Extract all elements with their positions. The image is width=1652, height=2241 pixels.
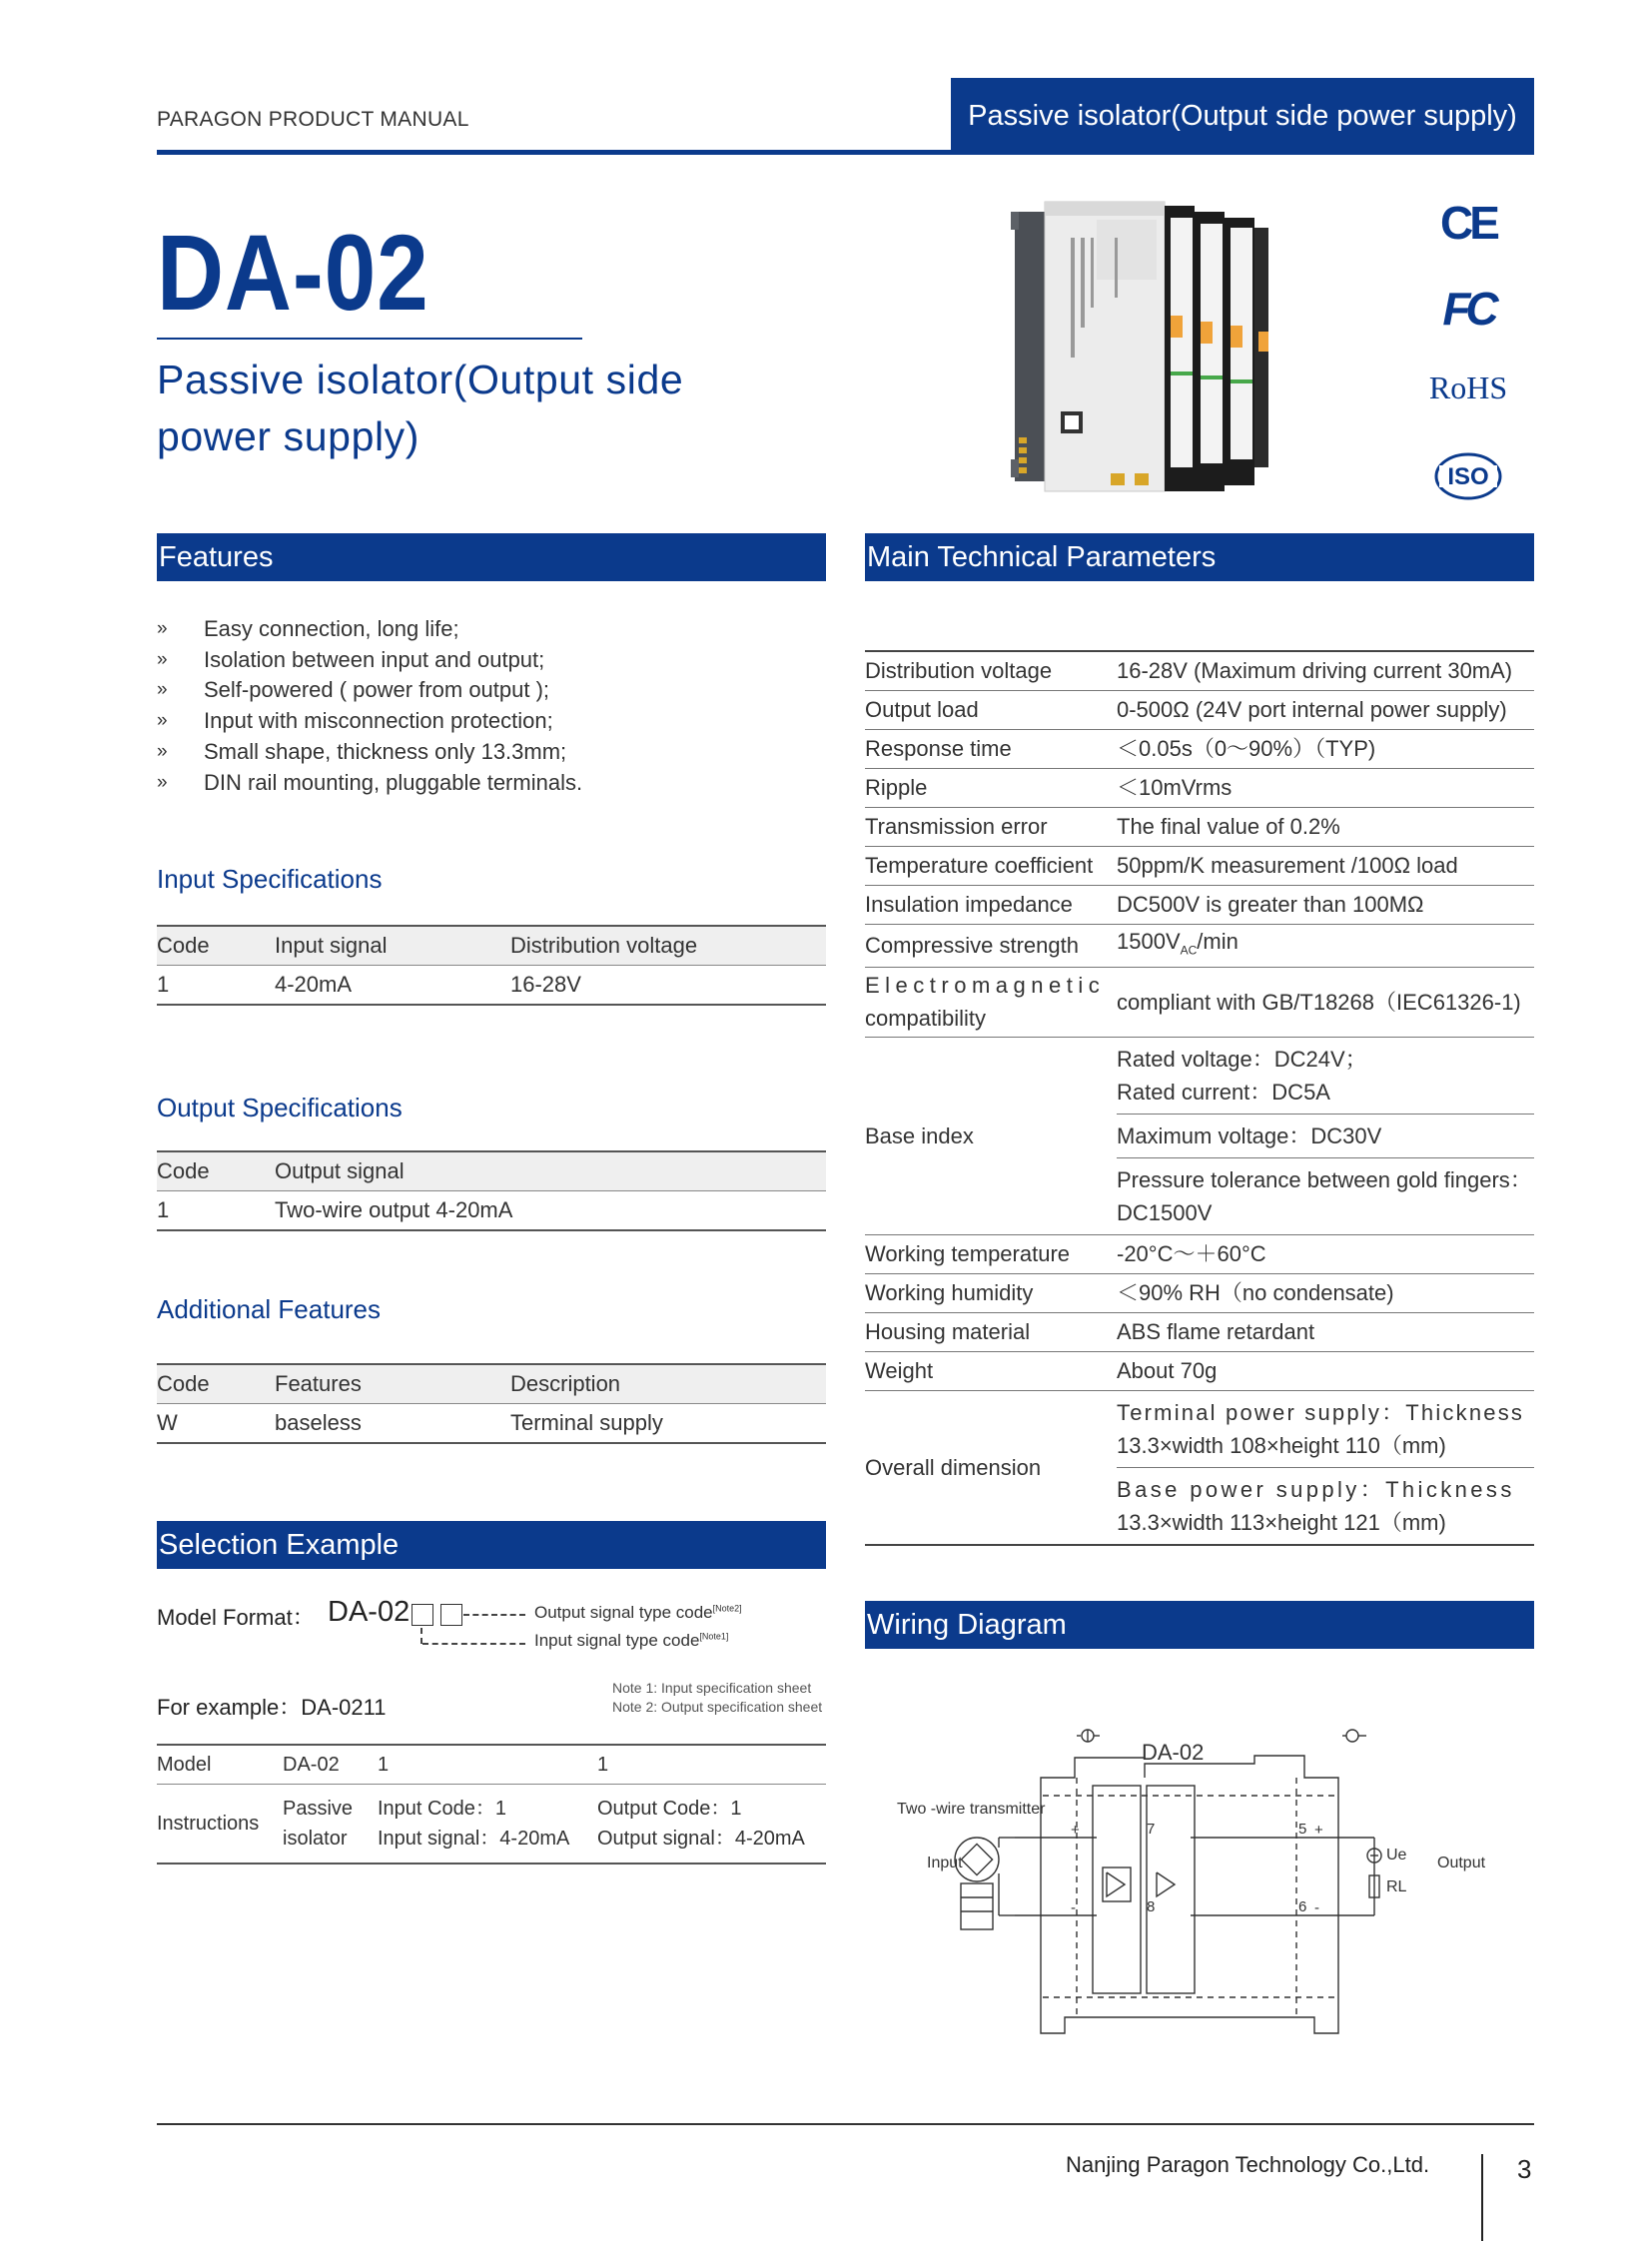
param-line: DC1500V (1117, 1199, 1213, 1225)
page-number: 3 (1517, 2154, 1532, 2184)
features-list (157, 614, 826, 798)
table-cell: 4-20mA (275, 966, 510, 1006)
table-cell: 1 (378, 1745, 597, 1785)
terminal-label: 5 (1298, 1821, 1307, 1838)
cell-line: Passive (283, 1798, 354, 1820)
bullet-icon: » (157, 648, 168, 670)
output-code-box (440, 1604, 462, 1626)
feature-text: Self-powered ( power from output ); (204, 677, 550, 703)
param-key: Base index (865, 1037, 1117, 1234)
company-name: Nanjing Paragon Technology Co.,Ltd. (1066, 2152, 1430, 2177)
module-label: DA-02 (1142, 1740, 1205, 1765)
input-spec-heading: Input Specifications (157, 864, 383, 894)
footer-rule (157, 2123, 1534, 2125)
feature-item (157, 737, 826, 768)
example-label: For example：DA-0211 (157, 1695, 387, 1720)
param-value: 0-500Ω (24V port internal power supply) (1117, 690, 1534, 729)
feature-item (157, 675, 826, 706)
table-cell: 1 (597, 1745, 826, 1785)
feature-text: Input with misconnection protection; (204, 708, 553, 734)
leader-line (463, 1614, 525, 1616)
feature-item (157, 706, 826, 737)
manual-label: PARAGON PRODUCT MANUAL (157, 108, 469, 131)
table-cell: W (157, 1404, 275, 1444)
leader-line (420, 1628, 422, 1644)
param-sub (1117, 1038, 1534, 1115)
param-line: Maximum voltage：DC30V (1117, 1122, 1382, 1148)
input-label: Input (927, 1855, 963, 1871)
param-value: 50ppm/K measurement /100Ω load (1117, 846, 1534, 885)
param-value-group (1117, 1390, 1534, 1545)
feature-item (157, 614, 826, 645)
table-cell (597, 1785, 826, 1865)
table-cell: Model (157, 1745, 283, 1785)
polarity-label: - (1071, 1899, 1076, 1916)
param-value: ABS flame retardant (1117, 1312, 1534, 1351)
rohs-mark: RoHS (1428, 370, 1508, 405)
table-cell: 16-28V (510, 966, 826, 1006)
param-line: 13.3×width 108×height 110（mm) (1117, 1432, 1446, 1458)
feature-text: Easy connection, long life; (204, 616, 459, 641)
wiring-diagram (865, 1698, 1534, 2037)
cell-line: isolator (283, 1828, 348, 1850)
param-key: Ripple (865, 768, 1117, 807)
param-value: ＜90% RH（no condensate) (1117, 1273, 1534, 1312)
table-header: Input signal (275, 926, 510, 966)
param-line: Rated current：DC5A (1117, 1079, 1330, 1105)
table-header: Description (510, 1364, 826, 1404)
table-header: Distribution voltage (510, 926, 826, 966)
terminal-label: 8 (1147, 1898, 1156, 1915)
table-header: Output signal (275, 1151, 826, 1191)
param-value (1117, 924, 1534, 967)
bullet-icon: » (157, 740, 168, 762)
format-label: Model Format： (157, 1605, 315, 1630)
bullet-icon: » (157, 771, 168, 793)
param-key-line: Electromagnetic (865, 973, 1106, 999)
param-sub (1117, 1115, 1534, 1158)
param-line: Rated voltage：DC24V； (1117, 1046, 1367, 1072)
footnote: Note 2: Output specification sheet (612, 1699, 823, 1715)
param-key (865, 967, 1117, 1037)
cell-line: Output Code：1 (597, 1798, 742, 1820)
cell-line: Input signal：4-20mA (378, 1828, 570, 1850)
table-header: Code (157, 926, 275, 966)
cell-line: Input Code：1 (378, 1798, 506, 1820)
output-code-note (534, 1603, 742, 1623)
output-spec-heading: Output Specifications (157, 1093, 403, 1122)
polarity-label: - (1314, 1899, 1319, 1916)
bullet-icon: » (157, 618, 168, 639)
param-value-tail: /min (1197, 928, 1239, 954)
terminal-label: 6 (1298, 1898, 1307, 1915)
param-key: Overall dimension (865, 1390, 1117, 1545)
param-value: compliant with GB/T18268（IEC61326-1) (1117, 967, 1534, 1037)
param-value: 16-28V (Maximum driving current 30mA) (1117, 651, 1534, 690)
table-header: Code (157, 1151, 275, 1191)
feature-item (157, 768, 826, 799)
output-spec-table (157, 1150, 826, 1231)
rl-label: RL (1386, 1878, 1407, 1895)
param-sub (1117, 1391, 1534, 1468)
note-text: Output signal type code (534, 1603, 713, 1622)
fc-mark: FC (1442, 283, 1494, 335)
main-params-heading: Main Technical Parameters (865, 533, 1534, 581)
param-value: DC500V is greater than 100MΩ (1117, 885, 1534, 924)
feature-text: DIN rail mounting, pluggable terminals. (204, 769, 583, 795)
param-value: About 70g (1117, 1351, 1534, 1390)
product-subtitle: Passive isolator(Output side power supply) (157, 357, 684, 459)
note-ref: [Note1] (699, 1631, 729, 1642)
param-key: Working humidity (865, 1273, 1117, 1312)
table-cell: Terminal supply (510, 1404, 826, 1444)
param-value-main: 1500V (1117, 928, 1181, 954)
param-line: Pressure tolerance between gold fingers： (1117, 1166, 1532, 1192)
output-label: Output (1437, 1855, 1486, 1871)
table-cell: Instructions (157, 1785, 283, 1865)
param-line: 13.3×width 113×height 121（mm) (1117, 1509, 1446, 1535)
features-heading: Features (157, 533, 826, 581)
param-line: Base power supply：Thickness (1117, 1476, 1515, 1502)
polarity-label: + (1314, 1822, 1323, 1839)
note-ref: [Note2] (712, 1603, 742, 1614)
param-key: Response time (865, 729, 1117, 768)
param-key: Housing material (865, 1312, 1117, 1351)
param-value: The final value of 0.2% (1117, 807, 1534, 846)
param-key: Distribution voltage (865, 651, 1117, 690)
table-cell: Two-wire output 4-20mA (275, 1191, 826, 1231)
param-key: Working temperature (865, 1234, 1117, 1273)
param-key: Output load (865, 690, 1117, 729)
product-image (1011, 198, 1272, 497)
table-cell: baseless (275, 1404, 510, 1444)
wiring-heading: Wiring Diagram (865, 1601, 1534, 1649)
table-cell: 1 (157, 1191, 275, 1231)
additional-heading: Additional Features (157, 1294, 382, 1324)
ue-label: Ue (1386, 1847, 1407, 1864)
footer-divider (1481, 2154, 1483, 2241)
param-value: ＜10mVrms (1117, 768, 1534, 807)
input-code-box (412, 1604, 433, 1626)
table-header: Code (157, 1364, 275, 1404)
input-code-note (534, 1631, 728, 1651)
feature-text: Small shape, thickness only 13.3mm; (204, 738, 567, 764)
selection-table (157, 1744, 826, 1865)
table-cell (378, 1785, 597, 1865)
footnote: Note 1: Input specification sheet (612, 1680, 812, 1696)
iso-text: ISO (1447, 463, 1489, 490)
param-value-sub: AC (1180, 942, 1198, 957)
feature-item (157, 645, 826, 676)
polarity-label: + (1071, 1822, 1080, 1839)
param-key: Temperature coefficient (865, 846, 1117, 885)
input-spec-table (157, 925, 826, 1006)
table-header: Features (275, 1364, 510, 1404)
param-value: ＜0.05s（0～90%）（TYP) (1117, 729, 1534, 768)
terminal-label: 7 (1147, 1821, 1156, 1838)
param-sub (1117, 1158, 1534, 1234)
title-rule (157, 338, 582, 340)
bullet-icon: » (157, 710, 168, 732)
format-model: DA-02 (328, 1596, 411, 1628)
bullet-icon: » (157, 679, 168, 701)
model-title: DA-02 (157, 212, 429, 333)
header-tab: Passive isolator(Output side power supply) (951, 78, 1534, 155)
additional-table (157, 1363, 826, 1444)
cell-line: Output signal：4-20mA (597, 1828, 805, 1850)
param-key: Weight (865, 1351, 1117, 1390)
table-cell (283, 1785, 378, 1865)
ce-mark: CE (1440, 197, 1496, 249)
param-key-line: compatibility (865, 1006, 987, 1032)
param-sub (1117, 1468, 1534, 1544)
param-line: Terminal power supply：Thickness (1117, 1399, 1525, 1425)
leader-line (422, 1643, 525, 1645)
param-key: Insulation impedance (865, 885, 1117, 924)
param-key: Transmission error (865, 807, 1117, 846)
params-table (865, 650, 1534, 1546)
param-value-group (1117, 1037, 1534, 1234)
note-text: Input signal type code (534, 1631, 700, 1650)
param-key: Compressive strength (865, 924, 1117, 967)
transmitter-label: Two -wire transmitter (897, 1801, 1046, 1818)
table-cell: DA-02 (283, 1745, 378, 1785)
feature-text: Isolation between input and output; (204, 646, 545, 672)
iso-mark (1398, 451, 1538, 501)
table-cell: 1 (157, 966, 275, 1006)
param-value: -20°C～＋60°C (1117, 1234, 1534, 1273)
selection-heading: Selection Example (157, 1521, 826, 1569)
